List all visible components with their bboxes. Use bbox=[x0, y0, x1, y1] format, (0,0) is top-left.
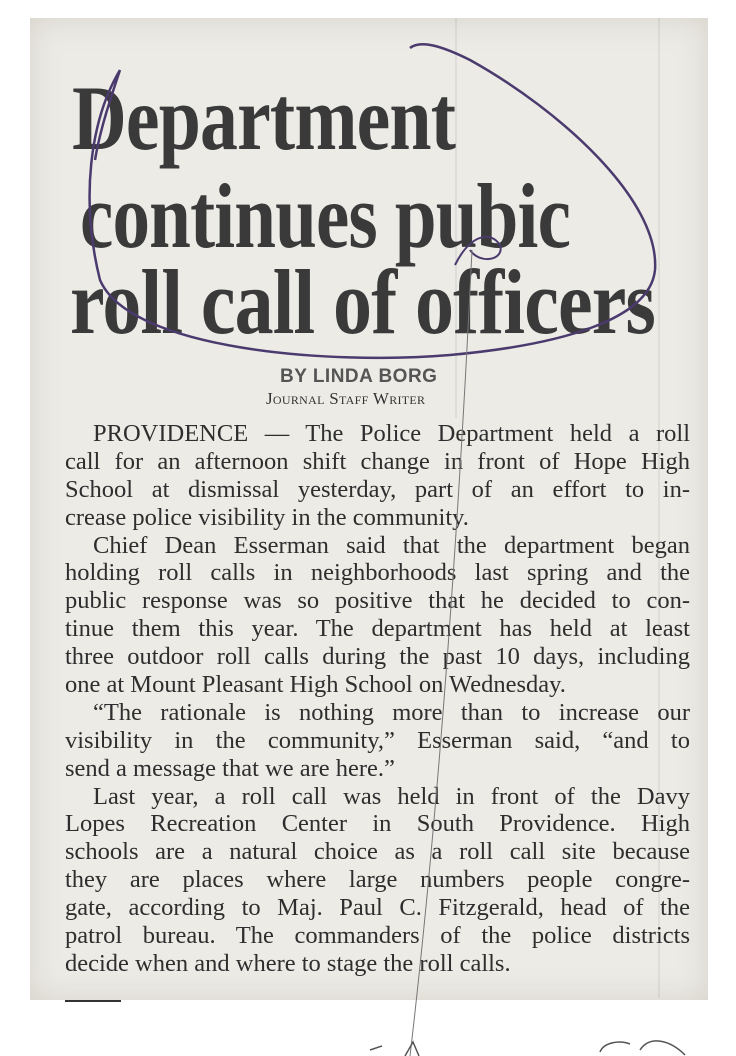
article-line: Lopes Recreation Center in South Providence. High bbox=[65, 810, 690, 838]
byline: BY LINDA BORG bbox=[280, 366, 438, 387]
article-line: call for an afternoon shift change in front of Hope High bbox=[65, 447, 690, 475]
article-line: one at Mount Pleasant High School on Wednesday. bbox=[65, 671, 566, 699]
article-line: PROVIDENCE — The Police Department held a roll bbox=[93, 420, 690, 447]
article-line: Last year, a roll call was held in front of the Davy bbox=[93, 782, 690, 810]
article-line: patrol bureau. The commanders of the police districts bbox=[65, 922, 690, 950]
article-line: crease police visibility in the community. bbox=[65, 503, 469, 531]
end-rule bbox=[65, 1000, 121, 1002]
article-line: Chief Dean Esserman said that the department began bbox=[93, 531, 690, 559]
article-line: send a message that we are here.” bbox=[65, 754, 395, 782]
article-line: public response was so positive that he decided to con- bbox=[65, 587, 690, 615]
article-line: three outdoor roll calls during the past 10 days, including bbox=[65, 643, 690, 671]
handwriting-bottom bbox=[370, 1041, 685, 1056]
article-line: decide when and where to stage the roll calls. bbox=[65, 949, 511, 977]
article-line: gate, according to Maj. Paul C. Fitzgerald, head of the bbox=[65, 894, 690, 922]
article-line: visibility in the community,” Esserman said, “and to bbox=[65, 726, 690, 754]
article-line: “The rationale is nothing more than to increase our bbox=[93, 698, 690, 726]
article-line: they are places where large numbers people congre- bbox=[65, 866, 690, 894]
article-line: holding roll calls in neighborhoods last spring and the bbox=[65, 559, 690, 587]
headline-line-1: Department bbox=[72, 67, 456, 169]
article-body bbox=[65, 420, 690, 978]
headline-line-2: continues pubic bbox=[80, 165, 571, 267]
headline-line-3: roll call of officers bbox=[70, 251, 656, 353]
byline-title: Journal Staff Writer bbox=[266, 389, 426, 408]
article-line: tinue them this year. The department has held at least bbox=[65, 615, 690, 643]
article-line: schools are a natural choice as a roll call site because bbox=[65, 838, 690, 866]
article-line: School at dismissal yesterday, part of an effort to in- bbox=[65, 475, 690, 503]
